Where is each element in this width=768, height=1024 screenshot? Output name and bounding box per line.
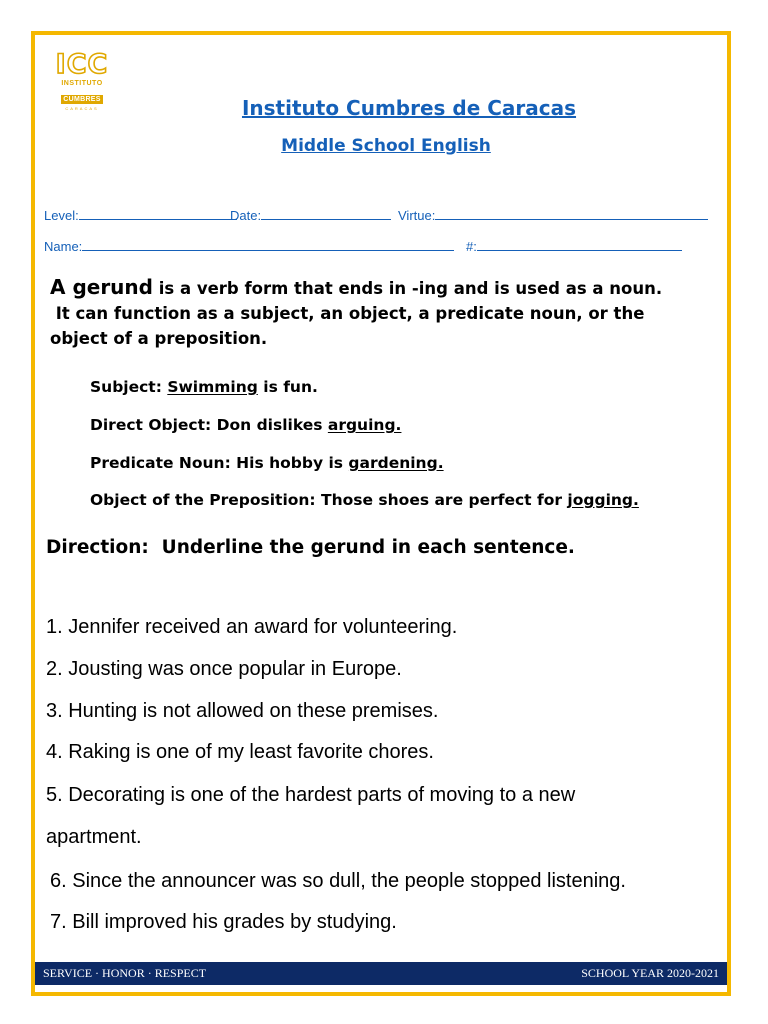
sentence-3: 3. Hunting is not allowed on these premises. <box>46 700 439 722</box>
sentence-7: 7. Bill improved his grades by studying. <box>50 911 397 933</box>
date-label: Date: <box>230 208 262 223</box>
logo-line1: INSTITUTO <box>61 80 103 87</box>
example-gerund: arguing. <box>327 416 402 434</box>
sentence-6: 6. Since the announcer was so dull, the people stopped listening. <box>50 870 626 892</box>
virtue-field[interactable] <box>398 207 708 223</box>
definition-term: A gerund <box>50 275 153 299</box>
example-object-of-preposition: Object of the Preposition: Those shoes are perfect for jogging. <box>90 491 639 509</box>
footer-motto: SERVICE · HONOR · RESPECT <box>43 966 207 980</box>
date-field[interactable] <box>230 207 391 223</box>
gerund-definition <box>50 275 730 351</box>
footer-school-year: SCHOOL YEAR 2020-2021 <box>581 966 719 980</box>
example-subject: Subject: Swimming is fun. <box>90 378 318 396</box>
sentence-5: 5. Decorating is one of the hardest parts of moving to a new <box>46 784 576 806</box>
logo-mark: ICC <box>55 49 109 80</box>
definition-line3: object of a preposition. <box>50 329 268 348</box>
example-direct-object: Direct Object: Don dislikes arguing. <box>90 416 402 434</box>
name-label: Name: <box>44 239 83 254</box>
sentence-2: 2. Jousting was once popular in Europe. <box>46 658 402 680</box>
sentence-4: 4. Raking is one of my least favorite chores. <box>46 741 434 763</box>
example-predicate-noun: Predicate Noun: His hobby is gardening. <box>90 454 444 472</box>
sentence-1: 1. Jennifer received an award for volunteering. <box>46 616 458 638</box>
direction-instruction: Direction: Underline the gerund in each sentence. <box>46 537 575 558</box>
number-field[interactable] <box>466 238 682 254</box>
definition-line1: A gerund is a verb form that ends in -ing and is used as a noun. <box>50 275 663 299</box>
school-title: Instituto Cumbres de Caracas <box>241 96 577 120</box>
logo-line3: CARACAS <box>65 106 99 111</box>
definition-line2: It can function as a subject, an object, a predicate noun, or the <box>50 304 645 323</box>
level-field[interactable] <box>44 207 237 223</box>
number-label: #: <box>466 239 477 254</box>
level-label: Level: <box>44 208 79 223</box>
example-gerund: jogging. <box>567 491 639 509</box>
sentence-5-continued: apartment. <box>46 826 142 848</box>
example-gerund: gardening. <box>348 454 444 472</box>
name-field[interactable] <box>44 238 454 254</box>
course-title: Middle School English <box>281 136 491 156</box>
logo-line2: CUMBRES <box>63 96 101 103</box>
example-gerund: Swimming <box>167 378 258 396</box>
footer-bar <box>35 962 727 985</box>
page-border <box>31 31 731 996</box>
virtue-label: Virtue: <box>398 208 436 223</box>
